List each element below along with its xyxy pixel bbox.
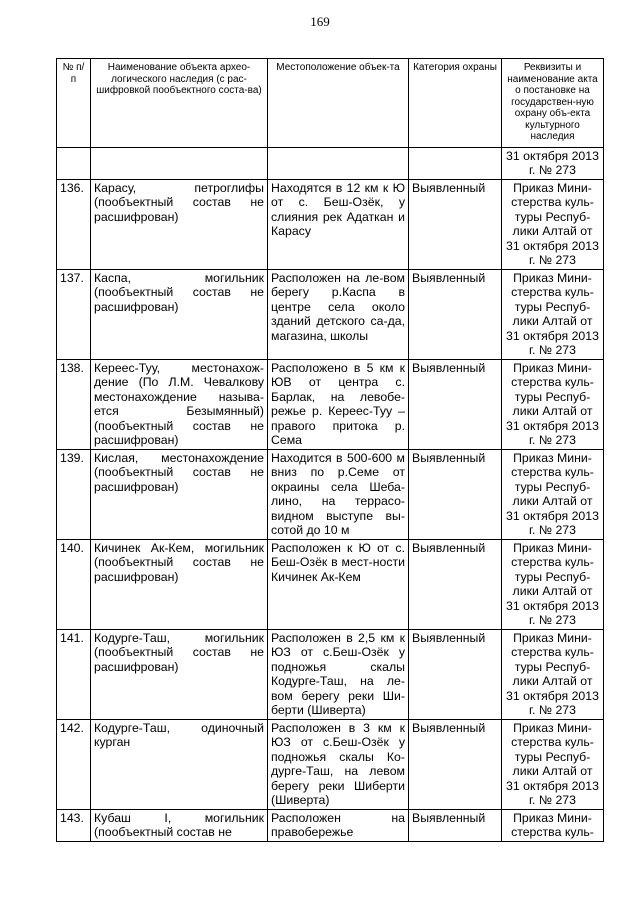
table-row xyxy=(57,629,604,719)
cell-category: Выявленный xyxy=(409,539,502,629)
cell-category: Выявленный xyxy=(409,179,502,269)
cell-document: Приказ Мини-стерства куль-туры Респуб-лики Алтай от 31 октября 2013 г. № 273 xyxy=(502,359,604,449)
table-row xyxy=(57,269,604,359)
cell-location: Находится в 500-600 м вниз по р.Семе от окраины села Шеба-лино, на террасо-видном выступе вы-сотой до 10 м xyxy=(268,449,409,539)
cell-num: 143. xyxy=(57,809,91,841)
cell-document: Приказ Мини-стерства куль-туры Респуб-лики Алтай от 31 октября 2013 г. № 273 xyxy=(502,539,604,629)
cell-category: Выявленный xyxy=(409,269,502,359)
cell-document: Приказ Мини-стерства куль-туры Респуб-лики Алтай от 31 октября 2013 г. № 273 xyxy=(502,179,604,269)
cell-location xyxy=(268,147,409,179)
cell-location: Расположен к Ю от с. Беш-Озёк в мест-ности Кичинек Ак-Кем xyxy=(268,539,409,629)
cell-location: Расположен на ле-вом берегу р.Каспа в центре села около зданий детского са-да, магазина, школы xyxy=(268,269,409,359)
cell-location: Расположен на правобережье xyxy=(268,809,409,841)
cell-num: 138. xyxy=(57,359,91,449)
cell-document: Приказ Мини-стерства куль-туры Респуб-лики Алтай от 31 октября 2013 г. № 273 xyxy=(502,449,604,539)
cell-document: Приказ Мини-стерства куль- xyxy=(502,809,604,841)
cell-num: 141. xyxy=(57,629,91,719)
cell-num: 137. xyxy=(57,269,91,359)
cell-category: Выявленный xyxy=(409,359,502,449)
cell-num: 136. xyxy=(57,179,91,269)
continuation-row xyxy=(57,147,604,179)
cell-location: Находятся в 12 км к Ю от с. Беш-Озёк, у слияния рек Адаткан и Карасу xyxy=(268,179,409,269)
header-num: № п/п xyxy=(57,59,91,148)
cell-document: 31 октября 2013 г. № 273 xyxy=(502,147,604,179)
cell-location: Расположен в 3 км к ЮЗ от с.Беш-Озёк у подножья скалы Ко-дурге-Таш, на левом берегу реки Шиберти (Шиверта) xyxy=(268,719,409,809)
table-header-row xyxy=(57,59,604,148)
table-row xyxy=(57,359,604,449)
header-category: Категория охраны xyxy=(409,59,502,148)
cell-name: Кубаш I, могильник (пообъектный состав не xyxy=(91,809,268,841)
heritage-registry-table xyxy=(56,58,604,842)
cell-name: Кодурге-Таш, могильник (пообъектный состав не расшифрован) xyxy=(91,629,268,719)
cell-category: Выявленный xyxy=(409,629,502,719)
cell-document: Приказ Мини-стерства куль-туры Респуб-лики Алтай от 31 октября 2013 г. № 273 xyxy=(502,629,604,719)
cell-num xyxy=(57,147,91,179)
cell-num: 142. xyxy=(57,719,91,809)
cell-name xyxy=(91,147,268,179)
header-document: Реквизиты и наименование акта о постановке на государствен-ную охрану объ-екта культурного наследия xyxy=(502,59,604,148)
header-location: Местоположение объек-та xyxy=(268,59,409,148)
table-row xyxy=(57,539,604,629)
cell-category: Выявленный xyxy=(409,719,502,809)
cell-num: 140. xyxy=(57,539,91,629)
cell-document: Приказ Мини-стерства куль-туры Респуб-лики Алтай от 31 октября 2013 г. № 273 xyxy=(502,719,604,809)
cell-num: 139. xyxy=(57,449,91,539)
header-name: Наименование объекта архео-логического наследия (с рас-шифровкой пообъектного соста-ва) xyxy=(91,59,268,148)
cell-name: Кичинек Ак-Кем, могильник (пообъектный состав не расшифрован) xyxy=(91,539,268,629)
table-row xyxy=(57,809,604,841)
cell-name: Кереес-Туу, местонахож-дение (По Л.М. Чевалкову местонахождение называ-ется Безымянный) (пообъектный состав не расшифрован) xyxy=(91,359,268,449)
page-number: 169 xyxy=(310,14,330,29)
cell-name: Карасу, петроглифы (пообъектный состав не расшифрован) xyxy=(91,179,268,269)
cell-category xyxy=(409,147,502,179)
cell-document: Приказ Мини-стерства куль-туры Респуб-лики Алтай от 31 октября 2013 г. № 273 xyxy=(502,269,604,359)
table-row xyxy=(57,179,604,269)
cell-name: Каспа, могильник (пообъектный состав не расшифрован) xyxy=(91,269,268,359)
cell-location: Расположено в 5 км к ЮВ от центра с. Барлак, на левобе-режье р. Кереес-Туу – правого притока р. Сема xyxy=(268,359,409,449)
cell-location: Расположен в 2,5 км к ЮЗ от с.Беш-Озёк у подножья скалы Кодурге-Таш, на ле-вом берегу реки Ши-берти (Шиверта) xyxy=(268,629,409,719)
cell-name: Кислая, местонахождение (пообъектный состав не расшифрован) xyxy=(91,449,268,539)
cell-category: Выявленный xyxy=(409,449,502,539)
cell-name: Кодурге-Таш, одиночный курган xyxy=(91,719,268,809)
cell-category: Выявленный xyxy=(409,809,502,841)
table-row xyxy=(57,719,604,809)
table-row xyxy=(57,449,604,539)
